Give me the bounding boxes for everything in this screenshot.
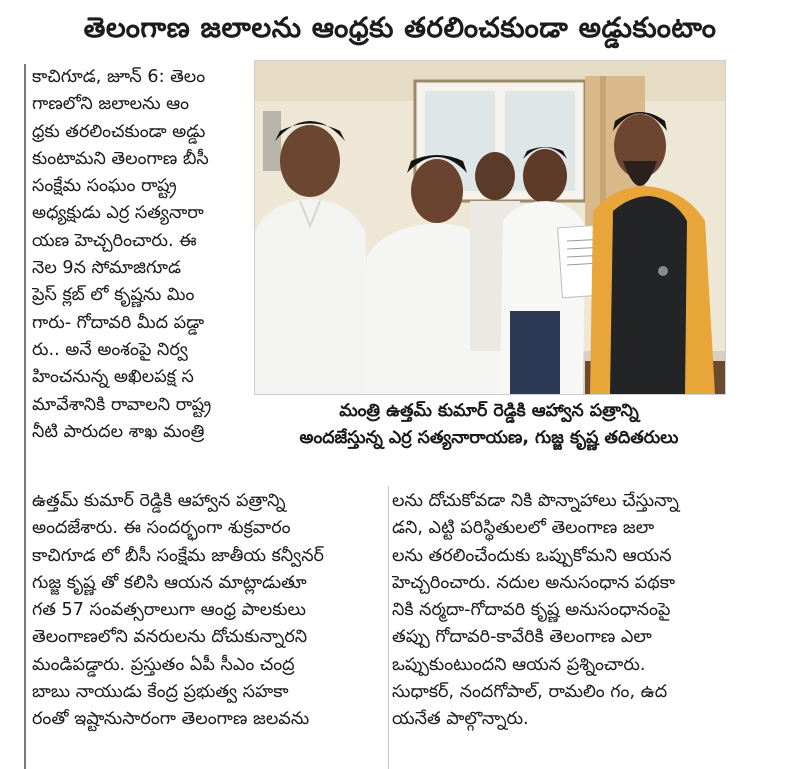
text-line: నెల 9న సోమాజిగూడ <box>32 258 182 279</box>
text-line: బాబు నాయుడు కేంద్ర ప్రభుత్వ సహకా <box>32 682 289 703</box>
text-line: రంతో ఇష్టానుసారంగా తెలంగాణ జలవను <box>32 709 310 730</box>
text-line: ఒప్పుకుంటుందని ఆయన ప్రశ్నించారు. <box>392 654 646 675</box>
text-line: తెలంగాణలోని వనరులను దోచుకున్నారని <box>32 627 308 648</box>
body-column-left <box>32 488 388 734</box>
text-line: గుజ్జ కృష్ణ తో కలిసి ఆయన మాట్లాడుతూ <box>32 572 307 593</box>
text-line: డని, ఎట్టి పరిస్థితులలో తెలంగాణ జలా <box>392 518 655 539</box>
text-line: యనేత పాల్గొన్నారు. <box>392 709 529 730</box>
text-line: సుధాకర్, నందగోపాల్, రామలిం గం, ఉద <box>392 682 668 703</box>
text-line: ధ్రకు తరలించకుండా అడ్డు <box>32 121 206 142</box>
column-divider <box>388 486 389 769</box>
text-line: తప్పు గోదావరి-కావేరికి తెలంగాణ ఎలా <box>392 627 652 648</box>
intro-column <box>32 64 248 446</box>
caption-line: అందజేస్తున్న ఎర్ర సత్యనారాయణ, గుజ్జ కృష్ణ తదితరులు <box>299 428 679 448</box>
text-line: లను దోచుకోవడా నికి పొన్నాహాలు చేస్తున్నా <box>392 491 679 511</box>
headline: తెలంగాణ జలాలను ఆంధ్రకు తరలించకుండా అడ్డుకుంటాం <box>83 11 717 44</box>
text-line: నీటి పారుదల శాఖ మంత్రి <box>32 421 205 442</box>
text-line: మండిపడ్డారు. ప్రస్తుతం ఏపీ సీఎం చంద్ర <box>32 654 295 675</box>
text-line: సంక్షేమ సంఘం రాష్ట్ర <box>32 176 177 197</box>
text-line: కాచిగూడ, జూన్ 6: తెలం <box>32 67 206 87</box>
text-line: అందజేశారు. ఈ సందర్భంగా శుక్రవారం <box>32 518 291 539</box>
text-line: హించనున్న అఖిలపక్ష స <box>32 367 194 388</box>
body-column-right <box>392 488 728 734</box>
photo-caption <box>254 398 724 452</box>
text-line: రు.. అనే అంశంపై నిర్వ <box>32 339 188 360</box>
news-photo <box>254 60 726 395</box>
text-line: కుంటామని తెలంగాణ బీసీ <box>32 148 209 169</box>
text-line: గారు- గోదావరి మీద పడ్డా <box>32 312 205 333</box>
caption-line: మంత్రి ఉత్తమ్ కుమార్ రెడ్డికి ఆహ్వాన పత్రాన్ని <box>339 401 639 421</box>
text-line: కాచిగూడ లో బీసీ సంక్షేమ జాతీయ కన్వీనర్ <box>32 545 324 566</box>
text-line: ఉత్తమ్ కుమార్ రెడ్డికి ఆహ్వాన పత్రాన్ని <box>32 491 286 511</box>
text-line: గాణలోని జలాలను ఆం <box>32 94 190 115</box>
text-line: మావేశానికి రావాలని రాష్ట్ర <box>32 394 212 415</box>
text-line: నికి నర్మదా-గోదావరి కృష్ణ అనుసంధానంపై <box>392 600 671 621</box>
text-line: గత 57 సంవత్సరాలుగా ఆంధ్ర పాలకులు <box>32 600 307 621</box>
text-line: యణ హెచ్చరించారు. ఈ <box>32 230 197 251</box>
text-line: ప్రెస్ క్లబ్ లో కృష్ణను మిం <box>32 285 195 306</box>
text-line: హెచ్చరించారు. నదుల అనుసంధాన పథకా <box>392 572 675 593</box>
text-line: అధ్యక్షుడు ఎర్ర సత్యనారా <box>32 203 204 224</box>
text-line: లను తరలించేందుకు ఒప్పుకోమని ఆయన <box>392 545 672 566</box>
column-rule <box>24 64 26 769</box>
